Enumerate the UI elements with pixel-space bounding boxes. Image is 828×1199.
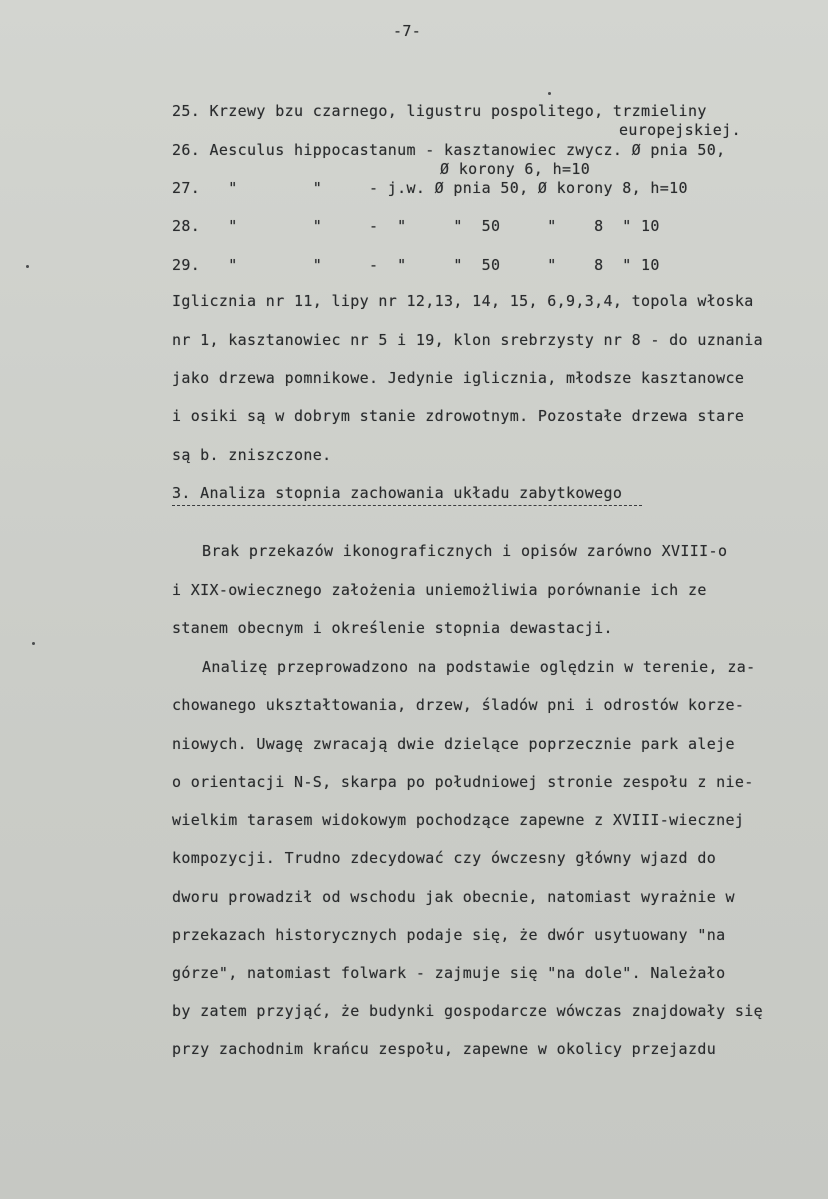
paragraph-3-line-4: o orientacji N-S, skarpa po południowej stronie zespołu z nie- <box>172 773 754 791</box>
paragraph-3-line-7: dworu prowadził od wschodu jak obecnie, natomiast wyrażnie w <box>172 888 735 906</box>
scan-speck <box>548 92 551 95</box>
paragraph-1-line-2: nr 1, kasztanowiec nr 5 i 19, klon srebrzysty nr 8 - do uznania <box>172 331 763 349</box>
list-item-26: 26. Aesculus hippocastanum - kasztanowiec zwycz. Ø pnia 50, <box>172 141 726 159</box>
paragraph-2-line-2: i XIX-owiecznego założenia uniemożliwia porównanie ich ze <box>172 581 707 599</box>
scan-speck <box>26 265 29 268</box>
list-item-29: 29. " " - " " 50 " 8 " 10 <box>172 256 660 274</box>
scan-speck <box>32 642 35 645</box>
list-item-27: 27. " " - j.w. Ø pnia 50, Ø korony 8, h=10 <box>172 179 688 197</box>
paragraph-3-line-11: przy zachodnim krańcu zespołu, zapewne w okolicy przejazdu <box>172 1040 717 1058</box>
paragraph-3-line-8: przekazach historycznych podaje się, że dwór usytuowany "na <box>172 926 726 944</box>
section-heading-underline <box>172 505 642 506</box>
list-item-28: 28. " " - " " 50 " 8 " 10 <box>172 217 660 235</box>
paragraph-1-line-5: są b. zniszczone. <box>172 446 332 464</box>
list-item-25: 25. Krzewy bzu czarnego, ligustru pospolitego, trzmieliny <box>172 102 707 120</box>
section-heading: 3. Analiza stopnia zachowania układu zabytkowego <box>172 484 623 502</box>
paragraph-3-line-2: chowanego ukształtowania, drzew, śladów pni i odrostów korze- <box>172 696 745 714</box>
paragraph-1-line-1: Iglicznia nr 11, lipy nr 12,13, 14, 15, 6,9,3,4, topola włoska <box>172 292 754 310</box>
list-item-26-continuation: Ø korony 6, h=10 <box>440 160 591 178</box>
paragraph-3-line-10: by zatem przyjąć, że budynki gospodarcze wówczas znajdowały się <box>172 1002 763 1020</box>
paragraph-3-line-9: górze", natomiast folwark - zajmuje się "na dole". Należało <box>172 964 726 982</box>
paragraph-1-line-4: i osiki są w dobrym stanie zdrowotnym. Pozostałe drzewa stare <box>172 407 745 425</box>
paragraph-3-line-6: kompozycji. Trudno zdecydować czy ówczesny główny wjazd do <box>172 849 717 867</box>
paragraph-3-line-5: wielkim tarasem widokowym pochodzące zapewne z XVIII-wiecznej <box>172 811 745 829</box>
list-item-25-continuation: europejskiej. <box>619 121 741 139</box>
paragraph-3-line-1: Analizę przeprowadzono na podstawie oględzin w terenie, za- <box>202 658 756 676</box>
page-number: -7- <box>393 22 422 40</box>
paragraph-2-line-3: stanem obecnym i określenie stopnia dewastacji. <box>172 619 613 637</box>
paragraph-1-line-3: jako drzewa pomnikowe. Jedynie iglicznia, młodsze kasztanowce <box>172 369 745 387</box>
paragraph-3-line-3: niowych. Uwagę zwracają dwie dzielące poprzecznie park aleje <box>172 735 735 753</box>
paragraph-2-line-1: Brak przekazów ikonograficznych i opisów zarówno XVIII-o <box>202 542 728 560</box>
